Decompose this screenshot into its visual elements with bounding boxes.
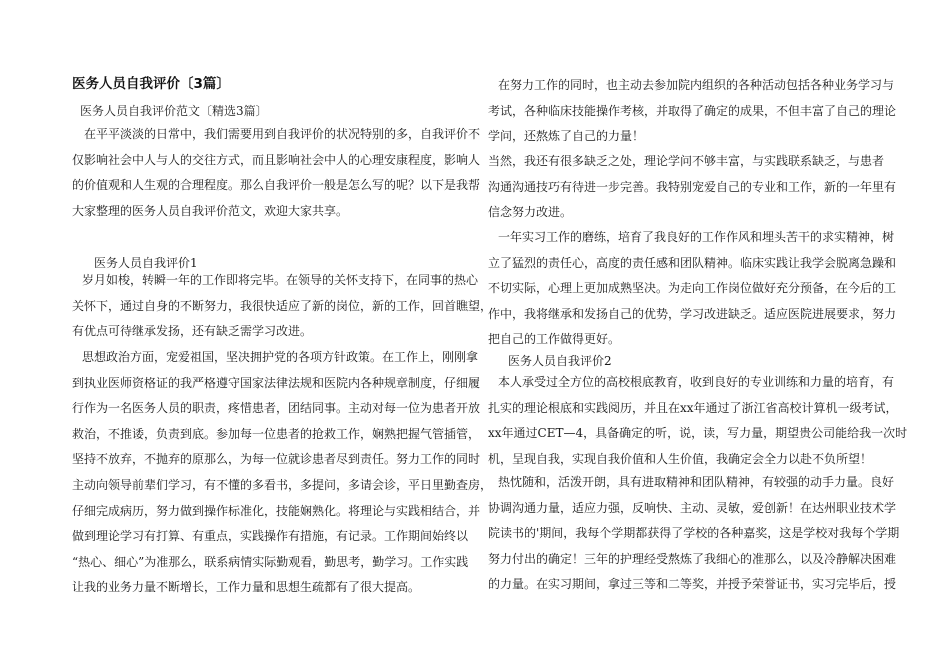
text-line: 主动向领导前辈们学习，有不懂的多看书，多提问，多请会诊，平日里勤查房， — [72, 477, 493, 492]
text-line: 考试，各种临床技能操作考核，并取得了确定的成果，不但丰富了自己的理论 — [488, 103, 897, 118]
right-paragraph-2 — [488, 149, 896, 226]
intro-paragraph — [72, 122, 480, 224]
section2-paragraph-2 — [488, 470, 899, 598]
text-line: 有优点可待继承发扬，还有缺乏需学习改进。 — [72, 324, 313, 339]
right-paragraph-3 — [488, 225, 896, 353]
text-line: “热心、细心”为准那么，联系病情实际勤观看，勤思考，勤学习。工作实践 — [72, 554, 469, 569]
page-title: 医务人员自我评价〔3篇〕 — [72, 76, 230, 92]
page-subtitle: 医务人员自我评价范文〔精选3篇〕 — [80, 104, 268, 118]
text-line: 做到理论学习有打算、有重点，实践操作有措施，有记录。工作期间始终以 — [72, 529, 469, 544]
text-line: 信念努力改进。 — [488, 205, 573, 220]
text-line: 救治，不推诿，负责到底。参加每一位患者的抢救工作，娴熟把握气管插管， — [72, 426, 481, 441]
text-line: 一年实习工作的磨练，培育了我良好的工作作风和埋头苦干的求实精神，树 — [498, 230, 895, 244]
text-line: 的力量。在实习期间，拿过三等和二等奖，并授予荣誉证书，实习完毕后，授 — [488, 577, 897, 592]
section1-paragraph-2 — [72, 345, 493, 601]
text-line: 热忱随和，活泼开朗，具有进取精神和团队精神，有较强的动手力量。良好 — [498, 475, 895, 489]
text-line: 坚持不放弃，不抛弃的原那么，为每一位就诊患者尽到责任。努力工作的同时 — [72, 452, 481, 467]
text-line: 让我的业务力量不断增长，工作力量和思想生疏都有了很大提高。 — [72, 580, 421, 595]
text-line: 行作为一名医务人员的职责，疼惜患者，团结同事。主动对每一位为患者开放 — [72, 401, 481, 416]
text-line: 在努力工作的同时，也主动去参加院内组织的各种活动包括各种业务学习与 — [498, 78, 895, 92]
text-line: 大家整理的医务人员自我评价范文，欢迎大家共享。 — [72, 203, 349, 218]
text-line: 立了猛烈的责任心，高度的责任感和团队精神。临床实践让我学会脱离急躁和 — [488, 255, 897, 270]
section2-paragraph-1 — [488, 370, 907, 472]
text-line: 沟通沟通技巧有待进一步完善。我特别宠爱自己的专业和工作，新的一年里有 — [488, 179, 897, 194]
text-line: 努力付出的确定！三年的护理经受熬炼了我细心的准那么，以及冷静解决困难 — [488, 551, 897, 566]
text-line: 协调沟通力量，适应力强，反响快、主动、灵敏，爱创新！在达州职业技术学 — [488, 500, 897, 515]
text-line: 把自己的工作做得更好。 — [488, 332, 621, 347]
text-line: 思想政治方面，宠爱祖国，坚决拥护党的各项方针政策。在工作上，刚刚拿 — [82, 350, 479, 364]
section-heading-1: 医务人员自我评价1 — [94, 256, 198, 270]
section1-paragraph-1 — [72, 268, 493, 345]
text-line: 关怀下，通过自身的不断努力，我很快适应了新的岗位，新的工作，回首瞧望， — [72, 298, 493, 313]
text-line: 扎实的理论根底和实践阅历，并且在xx年通过了浙江省高校计算机一级考试， — [488, 400, 898, 415]
text-line: 到执业医师资格证的我严格遵守国家法律法规和医院内各种规章制度，仔细履 — [72, 375, 481, 390]
text-line: 仅影响社会中人与人的交往方式，而且影响社会中人的心理安康程度，影响人 — [72, 152, 481, 167]
text-line: 在平平淡淡的日常中，我们需要用到自我评价的状况特别的多，自我评价不 — [72, 127, 481, 141]
text-line: 机，呈现自我，实现自我价值和人生价值，我确定会全力以赴不负所望！ — [488, 451, 873, 466]
text-line: 的价值观和人生观的合理程度。那么自我评价一般是怎么写的呢？以下是我帮 — [72, 178, 481, 193]
text-line: 院读书的'期间，我每个学期都获得了学校的各种嘉奖，这是学校对我每个学期 — [488, 526, 900, 541]
text-line: 作中，我将继承和发扬自己的优势，学习改进缺乏。适应医院进展要求，努力 — [488, 306, 897, 321]
text-line: 仔细完成病历，努力做到操作标准化，技能娴熟化。将理论与实践相结合，并 — [72, 503, 481, 518]
text-line: xx年通过CET—4，具备确定的听，说，读，写力量，期望贵公司能给我一次时 — [488, 426, 908, 441]
text-line: 不切实际，心理上更加成熟坚决。为走向工作岗位做好充分预备，在今后的工 — [488, 281, 897, 296]
text-line: 当然，我还有很多缺乏之处，理论学问不够丰富，与实践联系缺乏，与患者 — [488, 154, 885, 168]
section-heading-2: 医务人员自我评价2 — [508, 354, 612, 368]
text-line: 学问，还熬炼了自己的力量！ — [488, 129, 645, 144]
right-paragraph-1 — [488, 73, 897, 150]
text-line: 岁月如梭，转瞬一年的工作即将完毕。在领导的关怀支持下，在同事的热心 — [82, 273, 479, 287]
text-line: 本人承受过全方位的高校根底教育，收到良好的专业训练和力量的培育，有 — [498, 375, 895, 389]
